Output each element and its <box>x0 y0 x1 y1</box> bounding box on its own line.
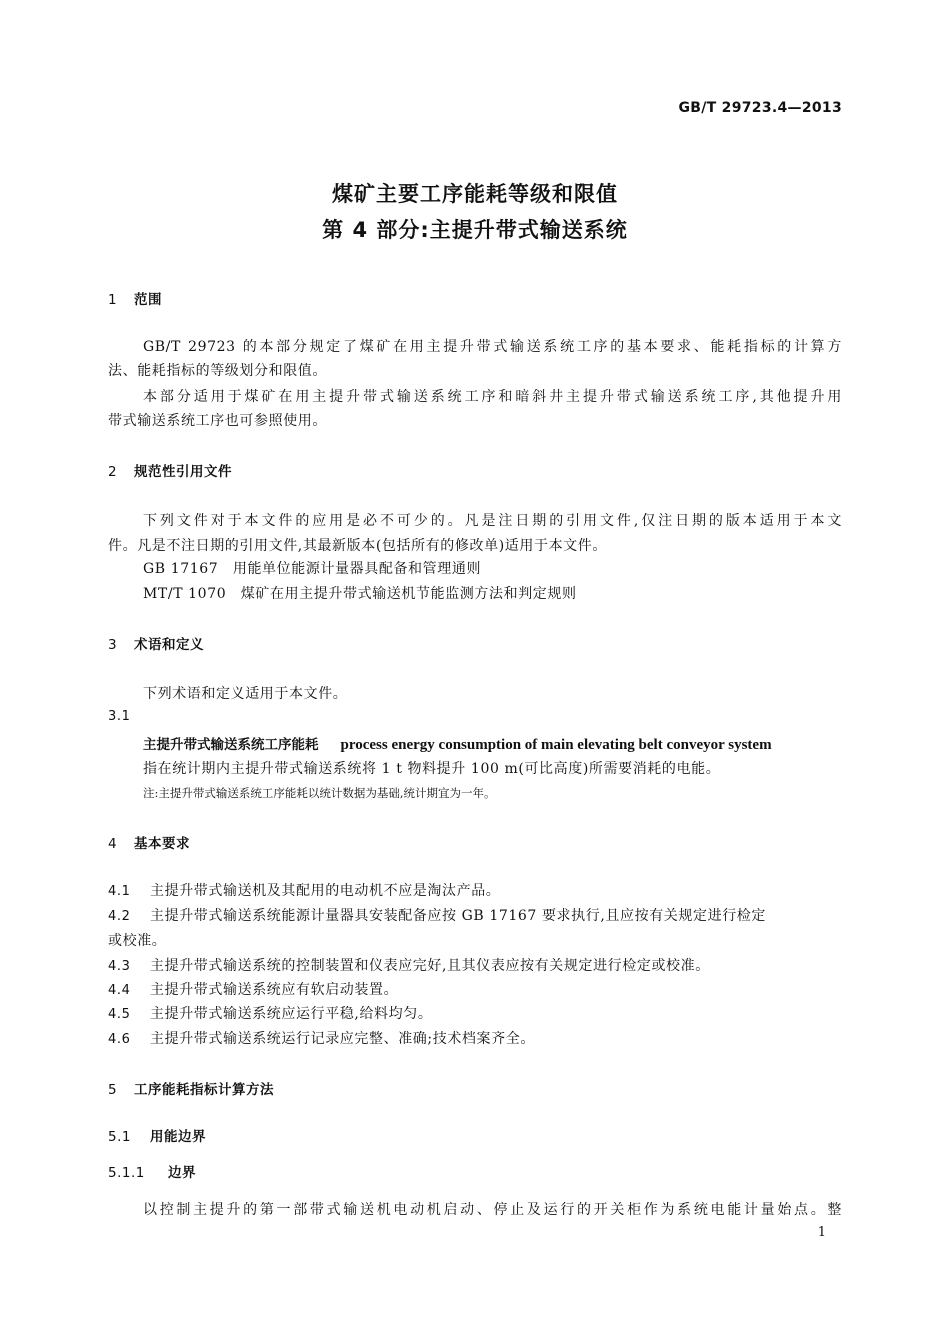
item-text: 主提升带式输送机及其配用的电动机不应是淘汰产品。 <box>150 883 501 899</box>
item-number: 4.2 <box>108 909 131 924</box>
paragraph: 法、能耗指标的等级划分和限值。 <box>108 363 327 379</box>
section-1-heading <box>108 288 162 308</box>
section-number: 5 <box>108 1082 118 1098</box>
subsubsection-heading <box>108 1161 196 1181</box>
section-3-heading <box>108 633 204 653</box>
item-number: 4.5 <box>108 1007 131 1022</box>
item-text: 主提升带式输送系统运行记录应完整、准确;技术档案齐全。 <box>150 1031 535 1047</box>
page-number: 1 <box>817 1225 826 1240</box>
paragraph: GB/T 29723 的本部分规定了煤矿在用主提升带式输送系统工序的基本要求、能耗指标的计算方 <box>143 339 842 355</box>
note: 注:主提升带式输送系统工序能耗以统计数据为基础,统计期宜为一年。 <box>143 786 496 800</box>
section-2-heading <box>108 460 232 480</box>
section-title: 工序能耗指标计算方法 <box>134 1082 274 1098</box>
paragraph: 带式输送系统工序也可参照使用。 <box>108 413 327 429</box>
subsection-heading <box>108 1125 206 1145</box>
subsubsection-number: 5.1.1 <box>108 1165 145 1181</box>
document-title-line2: 第 4 部分:主提升带式输送系统 <box>322 218 628 242</box>
item-number: 4.6 <box>108 1032 131 1047</box>
reference-item: GB 17167 用能单位能源计量器具配备和管理通则 <box>143 561 482 577</box>
subsubsection-title: 边界 <box>168 1165 196 1181</box>
paragraph: 下列文件对于本文件的应用是必不可少的。凡是注日期的引用文件,仅注日期的版本适用于本文 <box>143 513 842 529</box>
term-entry <box>143 733 772 754</box>
item-text: 主提升带式输送系统应有软启动装置。 <box>150 982 399 998</box>
document-title-line1: 煤矿主要工序能耗等级和限值 <box>332 182 618 206</box>
reference-item: MT/T 1070 煤矿在用主提升带式输送机节能监测方法和判定规则 <box>143 586 577 602</box>
list-item <box>108 880 500 900</box>
section-number: 3 <box>108 637 118 653</box>
paragraph: 件。凡是不注日期的引用文件,其最新版本(包括所有的修改单)适用于本文件。 <box>108 538 607 554</box>
item-number: 4.3 <box>108 959 131 974</box>
list-item <box>108 955 710 975</box>
section-5-heading <box>108 1078 274 1098</box>
list-item <box>108 1028 535 1048</box>
item-number: 4.1 <box>108 884 131 899</box>
list-item <box>108 1003 432 1023</box>
paragraph: 下列术语和定义适用于本文件。 <box>143 686 348 702</box>
list-item <box>108 905 766 925</box>
subsection-number: 5.1 <box>108 1129 131 1145</box>
term-definition: 指在统计期内主提升带式输送系统将 1 t 物料提升 100 m(可比高度)所需要消耗的电能。 <box>143 761 721 777</box>
item-text: 主提升带式输送系统应运行平稳,给料均匀。 <box>150 1006 433 1022</box>
section-4-heading <box>108 832 190 852</box>
section-title: 规范性引用文件 <box>134 464 232 480</box>
paragraph: 本部分适用于煤矿在用主提升带式输送系统工序和暗斜井主提升带式输送系统工序,其他提升用 <box>143 389 842 405</box>
section-title: 术语和定义 <box>134 637 204 653</box>
item-text: 主提升带式输送系统能源计量器具安装配备应按 GB 17167 要求执行,且应按有关规定进行检定 <box>150 908 767 924</box>
term-english: process energy consumption of main elevating belt conveyor system <box>340 737 772 753</box>
list-item-continuation: 或校准。 <box>108 933 167 949</box>
section-number: 1 <box>108 292 118 308</box>
item-number: 4.4 <box>108 983 131 998</box>
paragraph: 以控制主提升的第一部带式输送机电动机启动、停止及运行的开关柜作为系统电能计量始点。整 <box>143 1202 842 1218</box>
term-number: 3.1 <box>108 709 131 724</box>
item-text: 主提升带式输送系统的控制装置和仪表应完好,且其仪表应按有关规定进行检定或校准。 <box>150 958 710 974</box>
subsection-title: 用能边界 <box>150 1129 206 1145</box>
section-number: 2 <box>108 464 118 480</box>
section-number: 4 <box>108 836 118 852</box>
list-item <box>108 979 398 999</box>
standard-number: GB/T 29723.4—2013 <box>678 100 842 116</box>
section-title: 范围 <box>134 292 162 308</box>
term-chinese: 主提升带式输送系统工序能耗 <box>143 737 319 753</box>
section-title: 基本要求 <box>134 836 190 852</box>
